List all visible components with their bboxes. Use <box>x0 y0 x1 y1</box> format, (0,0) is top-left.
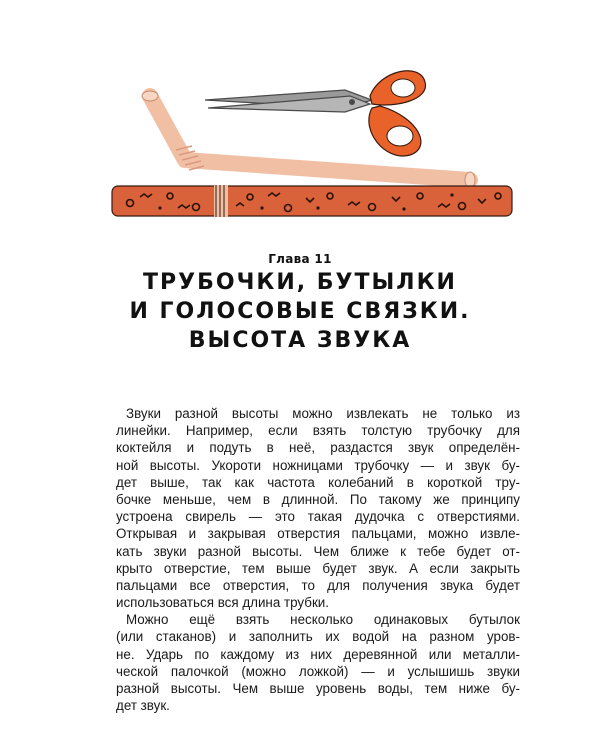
illustration <box>0 0 600 240</box>
text-line: устроена свирель — это такая дудочка с отверстиями. <box>116 509 520 525</box>
text-line: пальцами все отверстия, то для получения звука будет <box>116 577 520 593</box>
chapter-title-line: ВЫСОТА ЗВУКА <box>188 328 412 353</box>
text-line: дет звук. <box>116 698 170 714</box>
text-line: (или стаканов) и заполнить их водой на разном уров- <box>116 629 520 645</box>
text-line: линейки. Например, если взять толстую трубочку для <box>116 423 520 439</box>
text-line: Можно ещё взять несколько одинаковых бутылок <box>126 612 520 628</box>
text-line: крыто отверстие, тем выше будет звук. А если закрыть <box>116 560 520 576</box>
text-line: Звуки разной высоты можно извлекать не только из <box>126 406 520 421</box>
text-line: кать звуки разной высоты. Чем ближе к тебе будет от- <box>116 543 520 559</box>
chapter-title-line: И ГОЛОСОВЫЕ СВЯЗКИ. <box>129 299 471 324</box>
text-line: ной высоты. Укороти ножницами трубочку — и звук бу- <box>116 457 520 473</box>
chapter-label: Глава 11 <box>268 252 332 266</box>
paragraph-1 <box>116 405 520 611</box>
pipe-flute-icon <box>112 185 512 217</box>
chapter-title <box>0 268 600 355</box>
text-line: не. Ударь по каждому из них деревянной или металли- <box>116 646 520 662</box>
body-text <box>116 405 520 714</box>
text-line: использоваться вся длина трубки. <box>116 595 330 611</box>
text-line: разной высоты. Чем выше уровень воды, тем ниже бу- <box>116 681 520 696</box>
chapter-title-line: ТРУБОЧКИ, БУТЫЛКИ <box>143 270 457 295</box>
text-line: ческой палочкой (можно ложкой) — и услышишь звуки <box>116 663 520 679</box>
scissors-icon <box>205 71 425 156</box>
text-line: коктейля и подуть в неё, раздастся звук определён- <box>116 440 520 456</box>
text-line: Открывая и закрывая отверстия пальцами, можно извле- <box>116 526 520 542</box>
text-line: бочке меньше, чем в длинной. По такому же принципу <box>116 491 520 507</box>
paragraph-2 <box>116 611 520 714</box>
text-line: дет выше, так как частота колебаний в короткой тру- <box>116 474 520 490</box>
